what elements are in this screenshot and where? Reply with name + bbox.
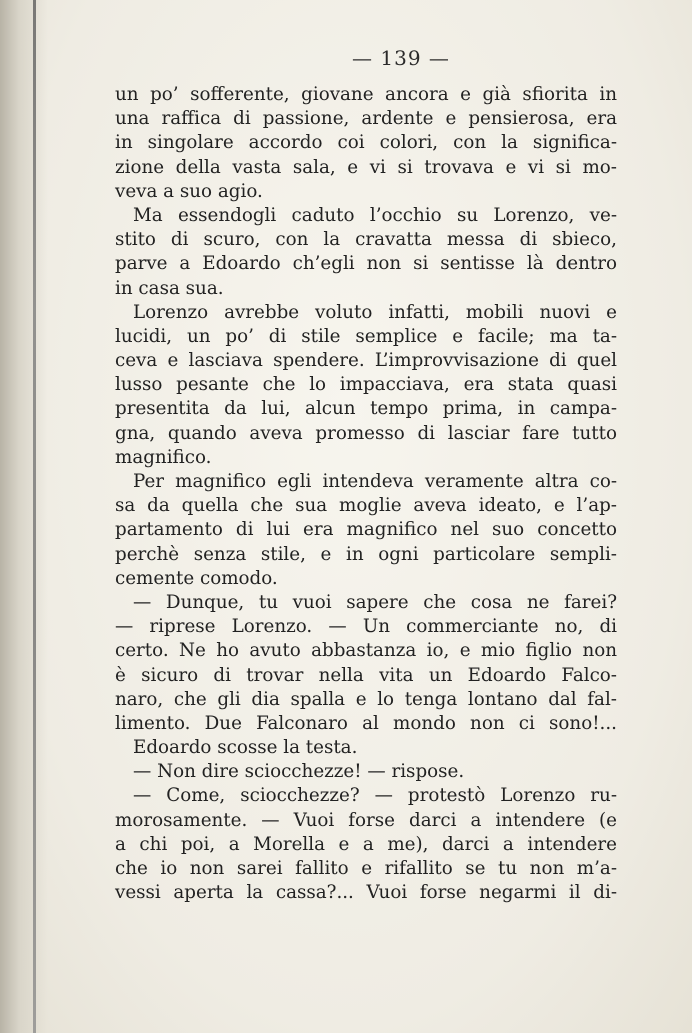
text-line: un po’ sofferente, giovane ancora e già sfiorita in — [115, 84, 617, 105]
text-line: Lorenzo avrebbe voluto infatti, mobili nuovi e — [133, 301, 617, 323]
text-line: partamento di lui era magnifico nel suo concetto — [115, 519, 617, 541]
text-line: — Come, sciocchezze? — protestò Lorenzo ru- — [133, 785, 617, 807]
text-line: gna, quando aveva promesso di lasciar fare tutto — [115, 422, 617, 444]
text-line: a chi poi, a Morella e a me), darci a intendere — [115, 833, 617, 855]
text-line: lucidi, un po’ di stile semplice e facile; ma ta- — [115, 325, 617, 347]
text-line: magnifico. — [115, 446, 212, 468]
text-line: Edoardo scosse la testa. — [133, 737, 358, 759]
text-line: Per magnifico egli intendeva veramente altra co- — [133, 471, 617, 492]
text-line: naro, che gli dia spalla e lo tenga lontano dal fal- — [115, 688, 617, 710]
text-line: cemente comodo. — [115, 567, 278, 589]
text-line: parve a Edoardo ch’egli non si sentisse là dentro — [115, 253, 617, 275]
text-line: sa da quella che sua moglie aveva ideato, e l’ap- — [115, 495, 617, 517]
text-line: veva a suo agio. — [115, 180, 263, 202]
text-line: ceva e lasciava spendere. L’improvvisazione di quel — [115, 350, 617, 372]
text-line: certo. Ne ho avuto abbastanza io, e mio figlio non — [115, 640, 617, 662]
text-line: vessi aperta la cassa?... Vuoi forse negarmi il di- — [115, 882, 617, 904]
text-line: zione della vasta sala, e vi si trovava e vi si mo- — [115, 156, 617, 178]
text-line: — Non dire sciocchezze! — rispose. — [133, 761, 465, 783]
text-line: presentita da lui, alcun tempo prima, in campa- — [115, 398, 617, 420]
text-line: una raffica di passione, ardente e pensierosa, era — [115, 108, 617, 130]
text-line: lusso pesante che lo impacciava, era stata quasi — [115, 374, 617, 396]
text-line: — riprese Lorenzo. — Un commerciante no, di — [115, 616, 617, 638]
text-line: è sicuro di trovar nella vita un Edoardo Falco- — [115, 664, 617, 686]
binding-shadow — [0, 0, 48, 1033]
text-line: limento. Due Falconaro al mondo non ci sono!... — [115, 712, 617, 734]
text-line: morosamente. — Vuoi forse darci a intendere (e — [115, 809, 617, 831]
text-line: in singolare accordo coi colori, con la significa- — [115, 132, 617, 154]
binding-edge — [33, 0, 36, 1033]
text-line: — Dunque, tu vuoi sapere che cosa ne farei? — [133, 591, 617, 613]
text-line: Ma essendogli caduto l’occhio su Lorenzo, ve- — [133, 204, 617, 226]
body-text — [115, 83, 617, 905]
text-line: stito di scuro, con la cravatta messa di sbieco, — [115, 229, 617, 251]
page-number: — 139 — — [352, 46, 450, 70]
text-line: che io non sarei fallito e rifallito se tu non m’a- — [115, 858, 617, 879]
text-line: in casa sua. — [115, 277, 224, 299]
page-header — [0, 46, 692, 70]
text-line: perchè senza stile, e in ogni particolare sempli- — [115, 543, 617, 565]
